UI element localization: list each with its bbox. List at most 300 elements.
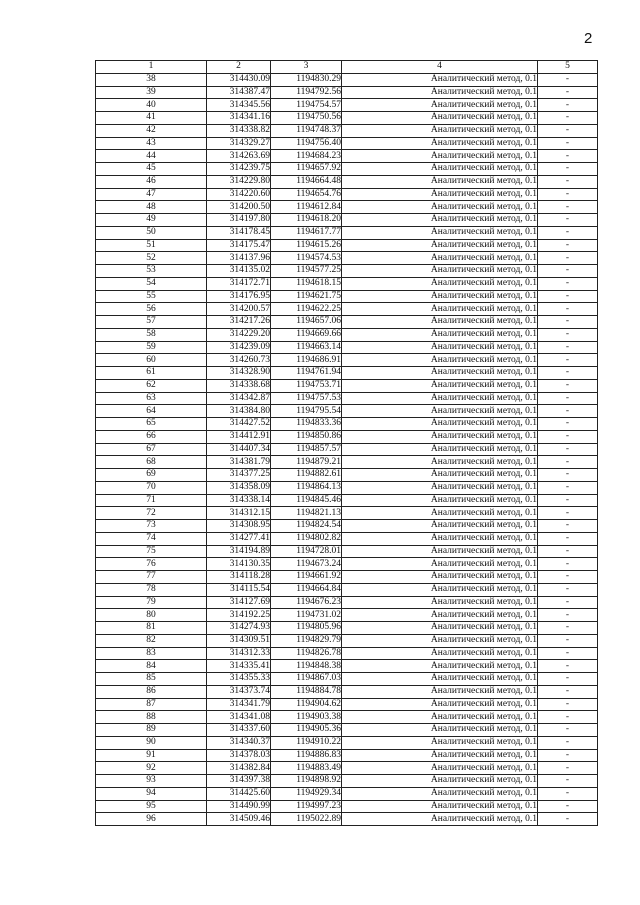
table-row xyxy=(96,762,598,775)
cell-x-coordinate: 314130.35 xyxy=(207,558,271,571)
table-row xyxy=(96,188,598,201)
cell-y-coordinate: 1194805.96 xyxy=(271,622,342,635)
cell-y-coordinate: 1194621.75 xyxy=(271,290,342,303)
cell-point-number: 85 xyxy=(96,673,207,686)
table-row xyxy=(96,634,598,647)
cell-point-number: 80 xyxy=(96,609,207,622)
cell-point-number: 63 xyxy=(96,392,207,405)
cell-x-coordinate: 314118.28 xyxy=(207,571,271,584)
cell-y-coordinate: 1194821.13 xyxy=(271,507,342,520)
cell-x-coordinate: 314329.27 xyxy=(207,137,271,150)
cell-x-coordinate: 314115.54 xyxy=(207,583,271,596)
cell-method: Аналитический метод, 0.1 xyxy=(342,137,538,150)
cell-method: Аналитический метод, 0.1 xyxy=(342,150,538,163)
cell-y-coordinate: 1194833.36 xyxy=(271,418,342,431)
cell-x-coordinate: 314378.03 xyxy=(207,749,271,762)
cell-y-coordinate: 1194857.57 xyxy=(271,443,342,456)
cell-method: Аналитический метод, 0.1 xyxy=(342,724,538,737)
cell-method: Аналитический метод, 0.1 xyxy=(342,443,538,456)
cell-x-coordinate: 314382.84 xyxy=(207,762,271,775)
table-row xyxy=(96,698,598,711)
cell-x-coordinate: 314387.47 xyxy=(207,86,271,99)
cell-method: Аналитический метод, 0.1 xyxy=(342,813,538,826)
cell-y-coordinate: 1194661.92 xyxy=(271,571,342,584)
cell-y-coordinate: 1194845.46 xyxy=(271,494,342,507)
cell-point-number: 82 xyxy=(96,634,207,647)
cell-description: - xyxy=(538,762,598,775)
cell-point-number: 41 xyxy=(96,112,207,125)
table-body xyxy=(96,73,598,825)
cell-description: - xyxy=(538,545,598,558)
cell-y-coordinate: 1194657.92 xyxy=(271,163,342,176)
cell-description: - xyxy=(538,430,598,443)
cell-x-coordinate: 314425.60 xyxy=(207,787,271,800)
cell-y-coordinate: 1194676.23 xyxy=(271,596,342,609)
table-row xyxy=(96,265,598,278)
table-row xyxy=(96,800,598,813)
cell-point-number: 76 xyxy=(96,558,207,571)
cell-point-number: 56 xyxy=(96,303,207,316)
cell-point-number: 59 xyxy=(96,341,207,354)
cell-x-coordinate: 314377.25 xyxy=(207,469,271,482)
table-row xyxy=(96,73,598,86)
cell-x-coordinate: 314175.47 xyxy=(207,239,271,252)
cell-y-coordinate: 1194622.25 xyxy=(271,303,342,316)
cell-method: Аналитический метод, 0.1 xyxy=(342,545,538,558)
cell-y-coordinate: 1194802.82 xyxy=(271,532,342,545)
cell-y-coordinate: 1194884.78 xyxy=(271,685,342,698)
cell-point-number: 50 xyxy=(96,226,207,239)
cell-x-coordinate: 314490.99 xyxy=(207,800,271,813)
table-row xyxy=(96,622,598,635)
cell-point-number: 40 xyxy=(96,99,207,112)
cell-y-coordinate: 1194829.79 xyxy=(271,634,342,647)
cell-x-coordinate: 314263.69 xyxy=(207,150,271,163)
cell-description: - xyxy=(538,99,598,112)
cell-method: Аналитический метод, 0.1 xyxy=(342,112,538,125)
cell-description: - xyxy=(538,775,598,788)
cell-description: - xyxy=(538,685,598,698)
cell-method: Аналитический метод, 0.1 xyxy=(342,609,538,622)
cell-point-number: 58 xyxy=(96,328,207,341)
table-row xyxy=(96,239,598,252)
cell-description: - xyxy=(538,239,598,252)
cell-y-coordinate: 1194664.84 xyxy=(271,583,342,596)
table-row xyxy=(96,290,598,303)
cell-description: - xyxy=(538,226,598,239)
cell-method: Аналитический метод, 0.1 xyxy=(342,762,538,775)
cell-description: - xyxy=(538,214,598,227)
cell-method: Аналитический метод, 0.1 xyxy=(342,418,538,431)
cell-point-number: 72 xyxy=(96,507,207,520)
cell-point-number: 88 xyxy=(96,711,207,724)
cell-point-number: 54 xyxy=(96,277,207,290)
cell-point-number: 65 xyxy=(96,418,207,431)
table-row xyxy=(96,443,598,456)
table-row xyxy=(96,316,598,329)
cell-x-coordinate: 314427.52 xyxy=(207,418,271,431)
cell-method: Аналитический метод, 0.1 xyxy=(342,265,538,278)
table-row xyxy=(96,99,598,112)
cell-point-number: 84 xyxy=(96,660,207,673)
cell-description: - xyxy=(538,443,598,456)
cell-method: Аналитический метод, 0.1 xyxy=(342,290,538,303)
cell-point-number: 55 xyxy=(96,290,207,303)
cell-x-coordinate: 314135.02 xyxy=(207,265,271,278)
table-row xyxy=(96,532,598,545)
cell-method: Аналитический метод, 0.1 xyxy=(342,634,538,647)
cell-y-coordinate: 1194826.78 xyxy=(271,647,342,660)
table-row xyxy=(96,430,598,443)
cell-method: Аналитический метод, 0.1 xyxy=(342,481,538,494)
table-row xyxy=(96,736,598,749)
table-row xyxy=(96,481,598,494)
cell-x-coordinate: 314229.80 xyxy=(207,175,271,188)
cell-y-coordinate: 1194748.37 xyxy=(271,124,342,137)
cell-description: - xyxy=(538,277,598,290)
cell-point-number: 57 xyxy=(96,316,207,329)
cell-description: - xyxy=(538,290,598,303)
cell-y-coordinate: 1194686.91 xyxy=(271,354,342,367)
cell-y-coordinate: 1194750.56 xyxy=(271,112,342,125)
table-row xyxy=(96,571,598,584)
cell-point-number: 95 xyxy=(96,800,207,813)
cell-description: - xyxy=(538,736,598,749)
cell-x-coordinate: 314338.82 xyxy=(207,124,271,137)
cell-y-coordinate: 1194850.86 xyxy=(271,430,342,443)
cell-point-number: 60 xyxy=(96,354,207,367)
cell-method: Аналитический метод, 0.1 xyxy=(342,532,538,545)
cell-method: Аналитический метод, 0.1 xyxy=(342,520,538,533)
cell-description: - xyxy=(538,660,598,673)
cell-y-coordinate: 1194792.56 xyxy=(271,86,342,99)
cell-point-number: 73 xyxy=(96,520,207,533)
cell-point-number: 79 xyxy=(96,596,207,609)
cell-x-coordinate: 314274.93 xyxy=(207,622,271,635)
cell-description: - xyxy=(538,520,598,533)
cell-point-number: 78 xyxy=(96,583,207,596)
cell-point-number: 53 xyxy=(96,265,207,278)
cell-method: Аналитический метод, 0.1 xyxy=(342,86,538,99)
cell-description: - xyxy=(538,481,598,494)
cell-method: Аналитический метод, 0.1 xyxy=(342,647,538,660)
cell-description: - xyxy=(538,634,598,647)
cell-method: Аналитический метод, 0.1 xyxy=(342,736,538,749)
cell-point-number: 94 xyxy=(96,787,207,800)
cell-description: - xyxy=(538,749,598,762)
table-row xyxy=(96,418,598,431)
cell-method: Аналитический метод, 0.1 xyxy=(342,405,538,418)
cell-method: Аналитический метод, 0.1 xyxy=(342,787,538,800)
cell-x-coordinate: 314342.87 xyxy=(207,392,271,405)
cell-y-coordinate: 1194615.26 xyxy=(271,239,342,252)
cell-method: Аналитический метод, 0.1 xyxy=(342,214,538,227)
table-row xyxy=(96,724,598,737)
table-row xyxy=(96,163,598,176)
cell-method: Аналитический метод, 0.1 xyxy=(342,188,538,201)
cell-method: Аналитический метод, 0.1 xyxy=(342,316,538,329)
cell-y-coordinate: 1194905.36 xyxy=(271,724,342,737)
cell-x-coordinate: 314381.79 xyxy=(207,456,271,469)
cell-method: Аналитический метод, 0.1 xyxy=(342,73,538,86)
table-row xyxy=(96,456,598,469)
cell-point-number: 77 xyxy=(96,571,207,584)
cell-x-coordinate: 314200.50 xyxy=(207,201,271,214)
cell-method: Аналитический метод, 0.1 xyxy=(342,175,538,188)
cell-x-coordinate: 314341.16 xyxy=(207,112,271,125)
cell-x-coordinate: 314172.71 xyxy=(207,277,271,290)
cell-description: - xyxy=(538,303,598,316)
cell-point-number: 91 xyxy=(96,749,207,762)
cell-point-number: 74 xyxy=(96,532,207,545)
table-row xyxy=(96,252,598,265)
table-row xyxy=(96,775,598,788)
page-number: 2 xyxy=(584,30,593,47)
table-row xyxy=(96,354,598,367)
cell-y-coordinate: 1194754.57 xyxy=(271,99,342,112)
cell-y-coordinate: 1194617.77 xyxy=(271,226,342,239)
cell-x-coordinate: 314200.57 xyxy=(207,303,271,316)
table-row xyxy=(96,787,598,800)
table-row xyxy=(96,379,598,392)
cell-method: Аналитический метод, 0.1 xyxy=(342,277,538,290)
cell-description: - xyxy=(538,800,598,813)
table-row xyxy=(96,660,598,673)
cell-description: - xyxy=(538,532,598,545)
cell-method: Аналитический метод, 0.1 xyxy=(342,469,538,482)
cell-point-number: 42 xyxy=(96,124,207,137)
cell-description: - xyxy=(538,609,598,622)
cell-description: - xyxy=(538,392,598,405)
cell-x-coordinate: 314309.51 xyxy=(207,634,271,647)
cell-y-coordinate: 1194904.62 xyxy=(271,698,342,711)
table-row xyxy=(96,813,598,826)
table-row xyxy=(96,124,598,137)
cell-method: Аналитический метод, 0.1 xyxy=(342,163,538,176)
cell-point-number: 39 xyxy=(96,86,207,99)
cell-x-coordinate: 314127.69 xyxy=(207,596,271,609)
cell-point-number: 92 xyxy=(96,762,207,775)
cell-point-number: 66 xyxy=(96,430,207,443)
cell-x-coordinate: 314337.60 xyxy=(207,724,271,737)
cell-description: - xyxy=(538,418,598,431)
table-row xyxy=(96,583,598,596)
cell-y-coordinate: 1194929.34 xyxy=(271,787,342,800)
cell-y-coordinate: 1194756.40 xyxy=(271,137,342,150)
cell-method: Аналитический метод, 0.1 xyxy=(342,800,538,813)
table-row xyxy=(96,711,598,724)
cell-point-number: 86 xyxy=(96,685,207,698)
cell-x-coordinate: 314312.15 xyxy=(207,507,271,520)
cell-method: Аналитический метод, 0.1 xyxy=(342,392,538,405)
cell-x-coordinate: 314373.74 xyxy=(207,685,271,698)
header-x-coordinate: 2 xyxy=(207,61,271,74)
cell-description: - xyxy=(538,673,598,686)
cell-description: - xyxy=(538,724,598,737)
cell-point-number: 67 xyxy=(96,443,207,456)
cell-y-coordinate: 1194663.14 xyxy=(271,341,342,354)
cell-y-coordinate: 1194654.76 xyxy=(271,188,342,201)
header-y-coordinate: 3 xyxy=(271,61,342,74)
cell-y-coordinate: 1195022.89 xyxy=(271,813,342,826)
cell-description: - xyxy=(538,73,598,86)
cell-y-coordinate: 1194731.02 xyxy=(271,609,342,622)
cell-description: - xyxy=(538,405,598,418)
cell-description: - xyxy=(538,316,598,329)
cell-y-coordinate: 1194997.23 xyxy=(271,800,342,813)
cell-x-coordinate: 314220.60 xyxy=(207,188,271,201)
cell-method: Аналитический метод, 0.1 xyxy=(342,711,538,724)
cell-x-coordinate: 314341.79 xyxy=(207,698,271,711)
cell-y-coordinate: 1194618.20 xyxy=(271,214,342,227)
cell-x-coordinate: 314194.89 xyxy=(207,545,271,558)
cell-x-coordinate: 314328.90 xyxy=(207,367,271,380)
cell-x-coordinate: 314430.09 xyxy=(207,73,271,86)
cell-y-coordinate: 1194761.94 xyxy=(271,367,342,380)
cell-description: - xyxy=(538,494,598,507)
header-description: 5 xyxy=(538,61,598,74)
table-row xyxy=(96,469,598,482)
cell-description: - xyxy=(538,265,598,278)
cell-description: - xyxy=(538,507,598,520)
cell-point-number: 87 xyxy=(96,698,207,711)
table-row xyxy=(96,226,598,239)
cell-method: Аналитический метод, 0.1 xyxy=(342,583,538,596)
cell-point-number: 61 xyxy=(96,367,207,380)
table-row xyxy=(96,328,598,341)
cell-method: Аналитический метод, 0.1 xyxy=(342,673,538,686)
cell-point-number: 71 xyxy=(96,494,207,507)
cell-x-coordinate: 314384.80 xyxy=(207,405,271,418)
coordinates-table xyxy=(95,60,598,826)
cell-y-coordinate: 1194574.53 xyxy=(271,252,342,265)
cell-description: - xyxy=(538,112,598,125)
cell-point-number: 90 xyxy=(96,736,207,749)
table-row xyxy=(96,303,598,316)
cell-method: Аналитический метод, 0.1 xyxy=(342,494,538,507)
cell-method: Аналитический метод, 0.1 xyxy=(342,507,538,520)
cell-x-coordinate: 314397.38 xyxy=(207,775,271,788)
cell-description: - xyxy=(538,201,598,214)
cell-method: Аналитический метод, 0.1 xyxy=(342,660,538,673)
cell-point-number: 51 xyxy=(96,239,207,252)
cell-point-number: 52 xyxy=(96,252,207,265)
cell-point-number: 89 xyxy=(96,724,207,737)
cell-description: - xyxy=(538,583,598,596)
cell-method: Аналитический метод, 0.1 xyxy=(342,775,538,788)
cell-point-number: 43 xyxy=(96,137,207,150)
cell-method: Аналитический метод, 0.1 xyxy=(342,622,538,635)
cell-description: - xyxy=(538,163,598,176)
cell-x-coordinate: 314407.34 xyxy=(207,443,271,456)
cell-description: - xyxy=(538,252,598,265)
cell-y-coordinate: 1194879.21 xyxy=(271,456,342,469)
cell-x-coordinate: 314239.09 xyxy=(207,341,271,354)
cell-x-coordinate: 314312.33 xyxy=(207,647,271,660)
cell-x-coordinate: 314277.41 xyxy=(207,532,271,545)
cell-x-coordinate: 314341.08 xyxy=(207,711,271,724)
table-header-row xyxy=(96,61,598,74)
cell-y-coordinate: 1194795.54 xyxy=(271,405,342,418)
table-row xyxy=(96,609,598,622)
cell-point-number: 38 xyxy=(96,73,207,86)
cell-point-number: 44 xyxy=(96,150,207,163)
table-row xyxy=(96,749,598,762)
cell-y-coordinate: 1194886.83 xyxy=(271,749,342,762)
table-row xyxy=(96,558,598,571)
cell-description: - xyxy=(538,596,598,609)
cell-y-coordinate: 1194910.22 xyxy=(271,736,342,749)
cell-point-number: 81 xyxy=(96,622,207,635)
cell-point-number: 47 xyxy=(96,188,207,201)
cell-x-coordinate: 314192.25 xyxy=(207,609,271,622)
cell-y-coordinate: 1194883.49 xyxy=(271,762,342,775)
header-method: 4 xyxy=(342,61,538,74)
cell-description: - xyxy=(538,124,598,137)
cell-y-coordinate: 1194898.92 xyxy=(271,775,342,788)
cell-x-coordinate: 314340.37 xyxy=(207,736,271,749)
cell-y-coordinate: 1194830.29 xyxy=(271,73,342,86)
cell-x-coordinate: 314412.91 xyxy=(207,430,271,443)
table-row xyxy=(96,647,598,660)
cell-description: - xyxy=(538,813,598,826)
cell-x-coordinate: 314260.73 xyxy=(207,354,271,367)
table-row xyxy=(96,112,598,125)
table-row xyxy=(96,214,598,227)
cell-x-coordinate: 314197.80 xyxy=(207,214,271,227)
table-row xyxy=(96,520,598,533)
cell-point-number: 49 xyxy=(96,214,207,227)
cell-description: - xyxy=(538,328,598,341)
table-row xyxy=(96,673,598,686)
table-row xyxy=(96,150,598,163)
cell-point-number: 75 xyxy=(96,545,207,558)
cell-method: Аналитический метод, 0.1 xyxy=(342,456,538,469)
cell-point-number: 83 xyxy=(96,647,207,660)
cell-y-coordinate: 1194824.54 xyxy=(271,520,342,533)
table-row xyxy=(96,685,598,698)
cell-method: Аналитический метод, 0.1 xyxy=(342,367,538,380)
table-row xyxy=(96,392,598,405)
table-row xyxy=(96,137,598,150)
cell-y-coordinate: 1194864.13 xyxy=(271,481,342,494)
cell-method: Аналитический метод, 0.1 xyxy=(342,341,538,354)
cell-description: - xyxy=(538,711,598,724)
cell-description: - xyxy=(538,150,598,163)
table-row xyxy=(96,201,598,214)
cell-description: - xyxy=(538,622,598,635)
cell-x-coordinate: 314137.96 xyxy=(207,252,271,265)
cell-method: Аналитический метод, 0.1 xyxy=(342,124,538,137)
table-row xyxy=(96,507,598,520)
cell-description: - xyxy=(538,341,598,354)
cell-y-coordinate: 1194669.66 xyxy=(271,328,342,341)
cell-description: - xyxy=(538,558,598,571)
cell-method: Аналитический метод, 0.1 xyxy=(342,226,538,239)
cell-y-coordinate: 1194657.06 xyxy=(271,316,342,329)
table-row xyxy=(96,341,598,354)
cell-x-coordinate: 314217.26 xyxy=(207,316,271,329)
cell-method: Аналитический метод, 0.1 xyxy=(342,328,538,341)
table-row xyxy=(96,175,598,188)
cell-method: Аналитический метод, 0.1 xyxy=(342,303,538,316)
cell-y-coordinate: 1194848.38 xyxy=(271,660,342,673)
cell-description: - xyxy=(538,188,598,201)
table-row xyxy=(96,367,598,380)
table-row xyxy=(96,545,598,558)
cell-method: Аналитический метод, 0.1 xyxy=(342,558,538,571)
cell-y-coordinate: 1194673.24 xyxy=(271,558,342,571)
